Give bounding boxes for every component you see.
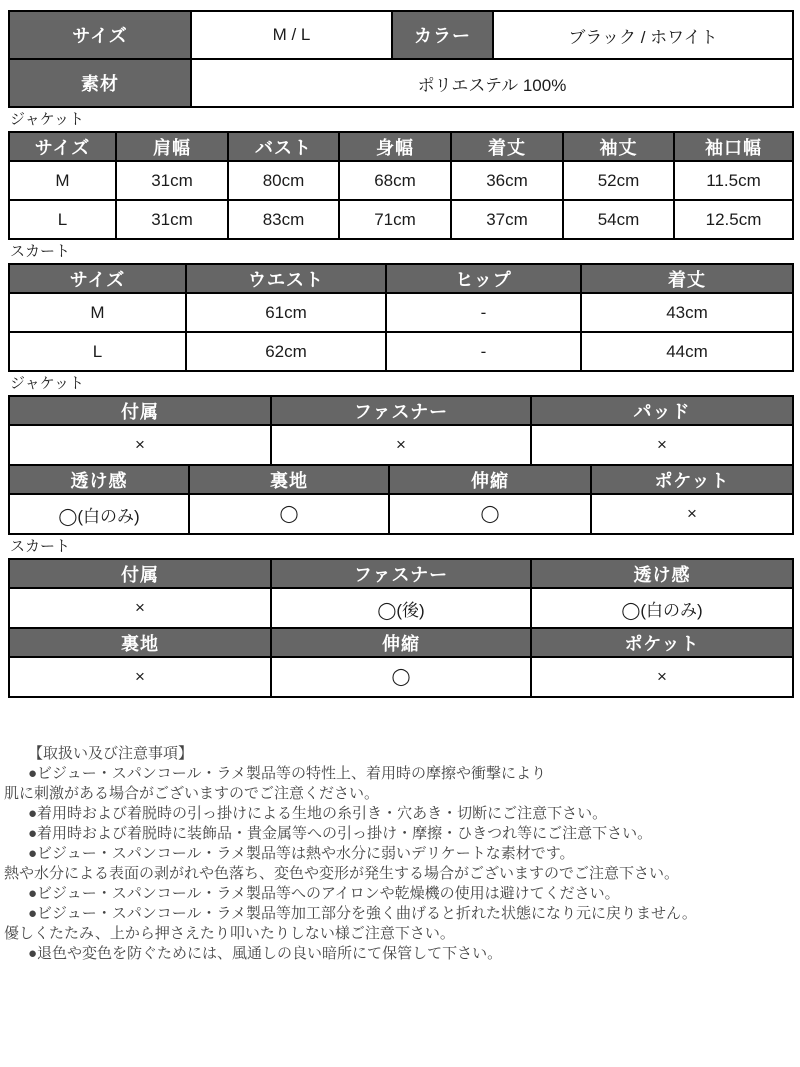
measure-cell: 68cm bbox=[339, 161, 451, 200]
column-header: バスト bbox=[228, 132, 339, 161]
measure-cell: 31cm bbox=[116, 161, 228, 200]
column-header: パッド bbox=[531, 396, 793, 425]
measure-cell: 12.5cm bbox=[674, 200, 793, 239]
feature-value-cell: × bbox=[9, 657, 271, 697]
spec-summary-table bbox=[8, 10, 794, 108]
table-row bbox=[9, 11, 793, 59]
skirt-size-table bbox=[8, 263, 794, 372]
note-line: ●退色や変色を防ぐためには、風通しの良い暗所にて保管して下さい。 bbox=[28, 945, 503, 962]
table-row bbox=[9, 425, 793, 465]
jacket-size-section-label: ジャケット bbox=[10, 111, 84, 128]
material-value-cell: ポリエステル 100% bbox=[191, 59, 793, 107]
column-header: 裏地 bbox=[9, 628, 271, 657]
material-label-cell: 素材 bbox=[9, 59, 191, 107]
size-value-cell: M / L bbox=[191, 11, 392, 59]
feature-value-cell: ◯ bbox=[189, 494, 389, 534]
note-line: ●着用時および着脱時の引っ掛けによる生地の糸引き・穴あき・切断にご注意下さい。 bbox=[28, 805, 608, 822]
measure-cell: 43cm bbox=[581, 293, 793, 332]
column-header: 身幅 bbox=[339, 132, 451, 161]
measure-cell: - bbox=[386, 332, 581, 371]
skirt-detail-section-label: スカート bbox=[10, 538, 71, 555]
color-label-cell: カラー bbox=[392, 11, 493, 59]
size-cell: L bbox=[9, 332, 186, 371]
table-row bbox=[9, 494, 793, 534]
feature-value-cell: ◯ bbox=[389, 494, 591, 534]
column-header: サイズ bbox=[9, 132, 116, 161]
note-line: 熱や水分による表面の剥がれや色落ち、変色や変形が発生する場合がございますのでご注意下さい。 bbox=[4, 865, 680, 882]
measure-cell: 83cm bbox=[228, 200, 339, 239]
note-line: ●ビジュー・スパンコール・ラメ製品等の特性上、着用時の摩擦や衝撃により bbox=[28, 765, 547, 782]
feature-value-cell: ◯ bbox=[271, 657, 531, 697]
table-header-row bbox=[9, 132, 793, 161]
feature-value-cell: ◯(白のみ) bbox=[531, 588, 793, 628]
measure-cell: 71cm bbox=[339, 200, 451, 239]
note-line: ●ビジュー・スパンコール・ラメ製品等へのアイロンや乾燥機の使用は避けてください。 bbox=[28, 885, 620, 902]
measure-cell: 37cm bbox=[451, 200, 563, 239]
table-row bbox=[9, 200, 793, 239]
column-header: 透け感 bbox=[531, 559, 793, 588]
measure-cell: 36cm bbox=[451, 161, 563, 200]
column-header: 伸縮 bbox=[389, 465, 591, 494]
feature-value-cell: × bbox=[271, 425, 531, 465]
skirt-size-section-label: スカート bbox=[10, 243, 71, 260]
size-cell: L bbox=[9, 200, 116, 239]
column-header: ヒップ bbox=[386, 264, 581, 293]
jacket-detail-section-label: ジャケット bbox=[10, 375, 84, 392]
table-row bbox=[9, 293, 793, 332]
column-header: 裏地 bbox=[189, 465, 389, 494]
table-header-row bbox=[9, 264, 793, 293]
jacket-size-table bbox=[8, 131, 794, 240]
column-header: 袖丈 bbox=[563, 132, 674, 161]
feature-value-cell: × bbox=[531, 657, 793, 697]
feature-value-cell: × bbox=[9, 425, 271, 465]
table-row bbox=[9, 59, 793, 107]
note-line: 肌に刺激がある場合がございますのでご注意ください。 bbox=[4, 785, 380, 802]
feature-value-cell: × bbox=[591, 494, 793, 534]
table-header-row bbox=[9, 628, 793, 657]
column-header: 付属 bbox=[9, 396, 271, 425]
size-label-cell: サイズ bbox=[9, 11, 191, 59]
table-header-row bbox=[9, 396, 793, 425]
note-line: ●ビジュー・スパンコール・ラメ製品等加工部分を強く曲げると折れた状態になり元に戻りません。 bbox=[28, 905, 697, 922]
column-header: 袖口幅 bbox=[674, 132, 793, 161]
table-row bbox=[9, 332, 793, 371]
column-header: ファスナー bbox=[271, 396, 531, 425]
column-header: ウエスト bbox=[186, 264, 386, 293]
column-header: 伸縮 bbox=[271, 628, 531, 657]
column-header: 透け感 bbox=[9, 465, 189, 494]
skirt-detail-table-row1 bbox=[8, 558, 794, 629]
jacket-detail-table-row2 bbox=[8, 464, 794, 535]
table-row bbox=[9, 161, 793, 200]
size-cell: M bbox=[9, 161, 116, 200]
measure-cell: 11.5cm bbox=[674, 161, 793, 200]
table-row bbox=[9, 657, 793, 697]
measure-cell: 31cm bbox=[116, 200, 228, 239]
column-header: 着丈 bbox=[451, 132, 563, 161]
measure-cell: - bbox=[386, 293, 581, 332]
feature-value-cell: × bbox=[531, 425, 793, 465]
column-header: ファスナー bbox=[271, 559, 531, 588]
column-header: ポケット bbox=[591, 465, 793, 494]
table-header-row bbox=[9, 559, 793, 588]
note-line: 優しくたたみ、上から押さえたり叩いたりしない様ご注意下さい。 bbox=[4, 925, 455, 942]
measure-cell: 52cm bbox=[563, 161, 674, 200]
column-header: 着丈 bbox=[581, 264, 793, 293]
measure-cell: 44cm bbox=[581, 332, 793, 371]
measure-cell: 62cm bbox=[186, 332, 386, 371]
jacket-detail-table-row1 bbox=[8, 395, 794, 466]
table-header-row bbox=[9, 465, 793, 494]
feature-value-cell: × bbox=[9, 588, 271, 628]
column-header: サイズ bbox=[9, 264, 186, 293]
skirt-detail-table-row2 bbox=[8, 627, 794, 698]
measure-cell: 80cm bbox=[228, 161, 339, 200]
measure-cell: 54cm bbox=[563, 200, 674, 239]
column-header: ポケット bbox=[531, 628, 793, 657]
column-header: 付属 bbox=[9, 559, 271, 588]
feature-value-cell: ◯(白のみ) bbox=[9, 494, 189, 534]
note-line: ●ビジュー・スパンコール・ラメ製品等は熱や水分に弱いデリケートな素材です。 bbox=[28, 845, 575, 862]
feature-value-cell: ◯(後) bbox=[271, 588, 531, 628]
table-row bbox=[9, 588, 793, 628]
care-notes bbox=[0, 744, 800, 964]
measure-cell: 61cm bbox=[186, 293, 386, 332]
column-header: 肩幅 bbox=[116, 132, 228, 161]
color-value-cell: ブラック / ホワイト bbox=[493, 11, 793, 59]
care-notes-title: 【取扱い及び注意事項】 bbox=[28, 745, 194, 762]
note-line: ●着用時および着脱時に装飾品・貴金属等への引っ掛け・摩擦・ひきつれ等にご注意下さい。 bbox=[28, 825, 653, 842]
size-cell: M bbox=[9, 293, 186, 332]
